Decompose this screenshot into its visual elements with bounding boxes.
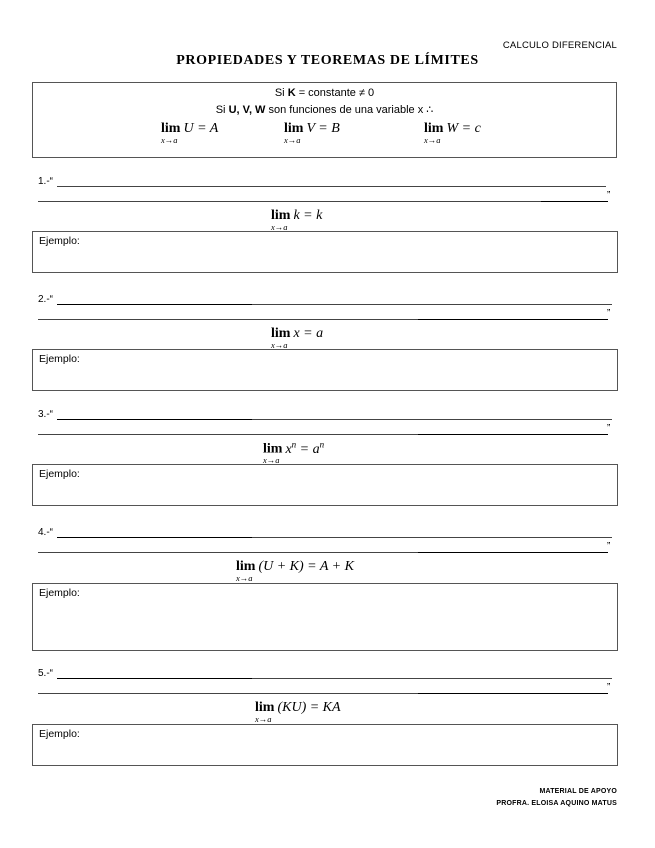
limit-v: lim V = B x→a bbox=[284, 121, 340, 145]
property-2-example-box bbox=[32, 349, 618, 391]
property-2-blank-line-1-start bbox=[57, 304, 252, 305]
property-1-formula: lim k = k x→a bbox=[271, 208, 323, 232]
example-label: Ejemplo: bbox=[39, 235, 80, 247]
property-4-close-quote: ” bbox=[607, 541, 611, 552]
property-1-blank-line-2-end bbox=[541, 201, 608, 202]
example-label: Ejemplo: bbox=[39, 468, 80, 480]
footer-teacher: PROFRA. ELOISA AQUINO MATUS bbox=[496, 800, 617, 807]
property-5-example-box bbox=[32, 724, 618, 766]
property-4-blank-line-2-end bbox=[418, 552, 608, 553]
property-5-blank-line-2-end bbox=[418, 693, 608, 694]
property-3-close-quote: ” bbox=[607, 423, 611, 434]
limit-w: lim W = c x→a bbox=[424, 121, 481, 145]
definition-constant: Si K = constante ≠ 0 bbox=[274, 87, 375, 99]
page-title: PROPIEDADES Y TEOREMAS DE LÍMITES bbox=[176, 53, 479, 68]
example-label: Ejemplo: bbox=[39, 728, 80, 740]
property-3-example-box bbox=[32, 464, 618, 506]
definition-functions: Si U, V, W son funciones de una variable x ∴ bbox=[215, 104, 434, 116]
property-5-close-quote: ” bbox=[607, 682, 611, 693]
property-1-close-quote: ” bbox=[607, 190, 611, 201]
limit-u: lim U = A x→a bbox=[161, 121, 219, 145]
property-3-formula: $\lim x^n = a^n$ x→a bbox=[263, 439, 325, 465]
property-1-example-box bbox=[32, 231, 618, 273]
property-4-number: 4.-“ bbox=[38, 527, 53, 538]
example-label: Ejemplo: bbox=[39, 587, 80, 599]
property-3-blank-line-1-start bbox=[57, 419, 252, 420]
definitions-box bbox=[32, 82, 617, 158]
property-4-formula: lim (U + K) = A + K x→a bbox=[236, 559, 354, 583]
property-1-blank-line-2 bbox=[38, 201, 608, 202]
example-label: Ejemplo: bbox=[39, 353, 80, 365]
property-3-number: 3.-“ bbox=[38, 409, 53, 420]
property-5-number: 5.-“ bbox=[38, 668, 53, 679]
property-2-blank-line-2-end bbox=[418, 319, 608, 320]
property-4-example-box bbox=[32, 583, 618, 651]
property-5-formula: lim (KU) = KA x→a bbox=[255, 700, 341, 724]
property-1-blank-line-1 bbox=[57, 186, 606, 187]
property-4-blank-line-1-start bbox=[57, 537, 252, 538]
property-5-blank-line-1-start bbox=[57, 678, 252, 679]
course-name: CALCULO DIFERENCIAL bbox=[502, 40, 617, 51]
property-2-formula: lim x = a x→a bbox=[271, 326, 324, 350]
property-2-close-quote: ” bbox=[607, 308, 611, 319]
footer-material: MATERIAL DE APOYO bbox=[539, 788, 617, 795]
property-1-number: 1.-“ bbox=[38, 176, 53, 187]
property-2-number: 2.-“ bbox=[38, 294, 53, 305]
property-3-blank-line-2-end bbox=[418, 434, 608, 435]
